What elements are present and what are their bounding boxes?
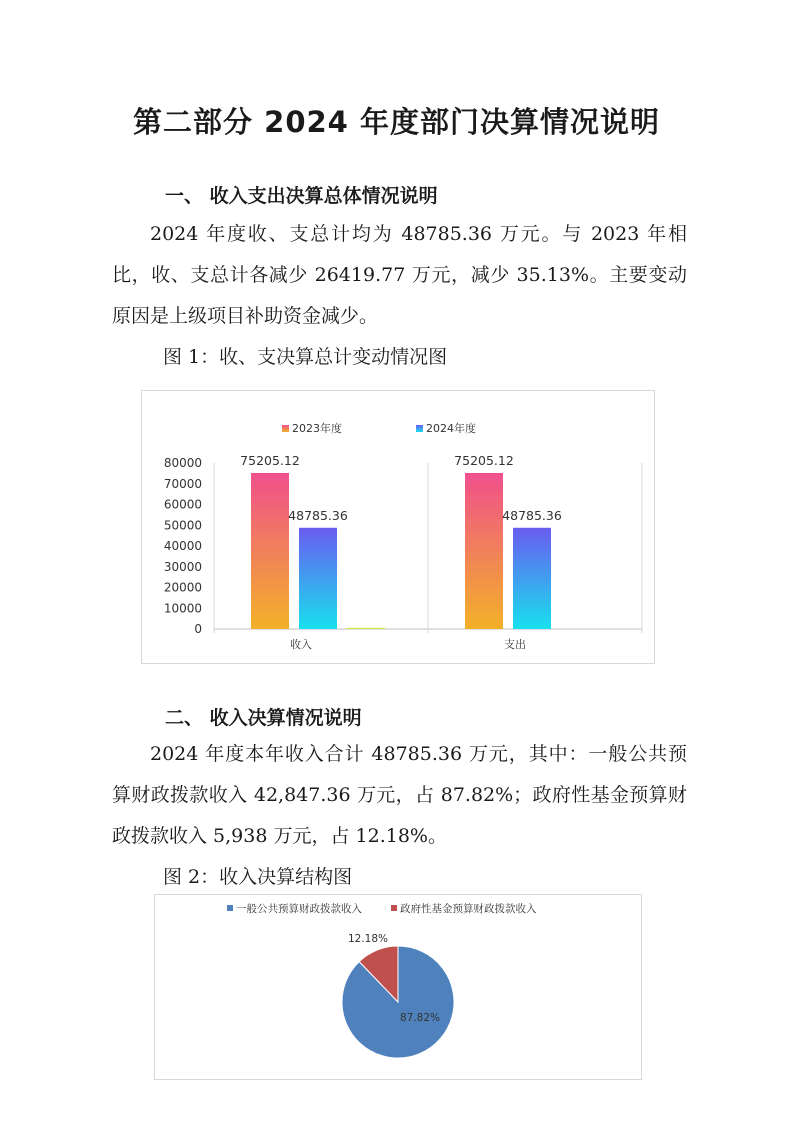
- bar-data-label: 75205.12: [454, 452, 514, 468]
- bar-data-label: 48785.36: [502, 507, 562, 523]
- bar: [251, 473, 289, 629]
- pie-data-label: 12.18%: [347, 933, 389, 945]
- y-tick-label: 0: [194, 622, 202, 636]
- bar: [347, 628, 385, 629]
- y-tick-label: 80000: [163, 456, 202, 470]
- legend-swatch: [416, 425, 423, 432]
- figure1-caption: 图 1：收、支决算总计变动情况图: [163, 346, 448, 368]
- legend-label: 2023年度: [292, 422, 342, 435]
- bar-chart-frame: [141, 390, 655, 664]
- pie-chart-frame: [154, 894, 642, 1080]
- bar: [299, 528, 337, 629]
- y-tick-label: 40000: [163, 539, 202, 553]
- bar: [465, 473, 503, 629]
- legend-swatch: [227, 905, 233, 911]
- bar-chart: [142, 391, 654, 663]
- legend-label: 2024年度: [426, 422, 476, 435]
- legend-label: 政府性基金预算财政拨款收入: [400, 903, 537, 915]
- x-tick-label: 收入: [290, 638, 312, 651]
- y-tick-label: 70000: [163, 476, 202, 491]
- bar: [513, 528, 551, 629]
- y-tick-label: 10000: [163, 601, 202, 616]
- section1-heading: 一、 收入支出决算总体情况说明: [165, 185, 438, 207]
- section1-paragraph: 2024 年度收、支总计均为 48785.36 万元。与 2023 年相比，收、支总计各减少 26419.77 万元，减少 35.13%。主要变动原因是上级项目补助资金减少。: [112, 223, 687, 327]
- page-title: 第二部分 2024 年度部门决算情况说明: [133, 105, 660, 139]
- legend-swatch: [391, 905, 397, 911]
- figure2-caption: 图 2：收入决算结构图: [163, 866, 353, 888]
- y-tick-label: 60000: [163, 497, 202, 512]
- legend-label: 一般公共预算财政拨款收入: [236, 903, 362, 915]
- y-tick-label: 20000: [163, 580, 202, 595]
- section2-paragraph: 2024 年度本年收入合计 48785.36 万元，其中：一般公共预算财政拨款收入 42,847.36 万元，占 87.82%；政府性基金预算财政拨款收入 5,938 万元，占 12.18%。: [112, 743, 687, 847]
- x-tick-label: 支出: [504, 638, 526, 651]
- section2-heading: 二、 收入决算情况说明: [165, 707, 362, 729]
- pie-chart: [155, 895, 641, 1079]
- pie-data-label: 87.82%: [399, 1012, 441, 1024]
- y-tick-label: 30000: [163, 559, 202, 574]
- bar-data-label: 48785.36: [288, 507, 348, 523]
- legend-swatch: [282, 425, 289, 432]
- bar-data-label: 75205.12: [240, 452, 300, 468]
- y-tick-label: 50000: [163, 518, 202, 533]
